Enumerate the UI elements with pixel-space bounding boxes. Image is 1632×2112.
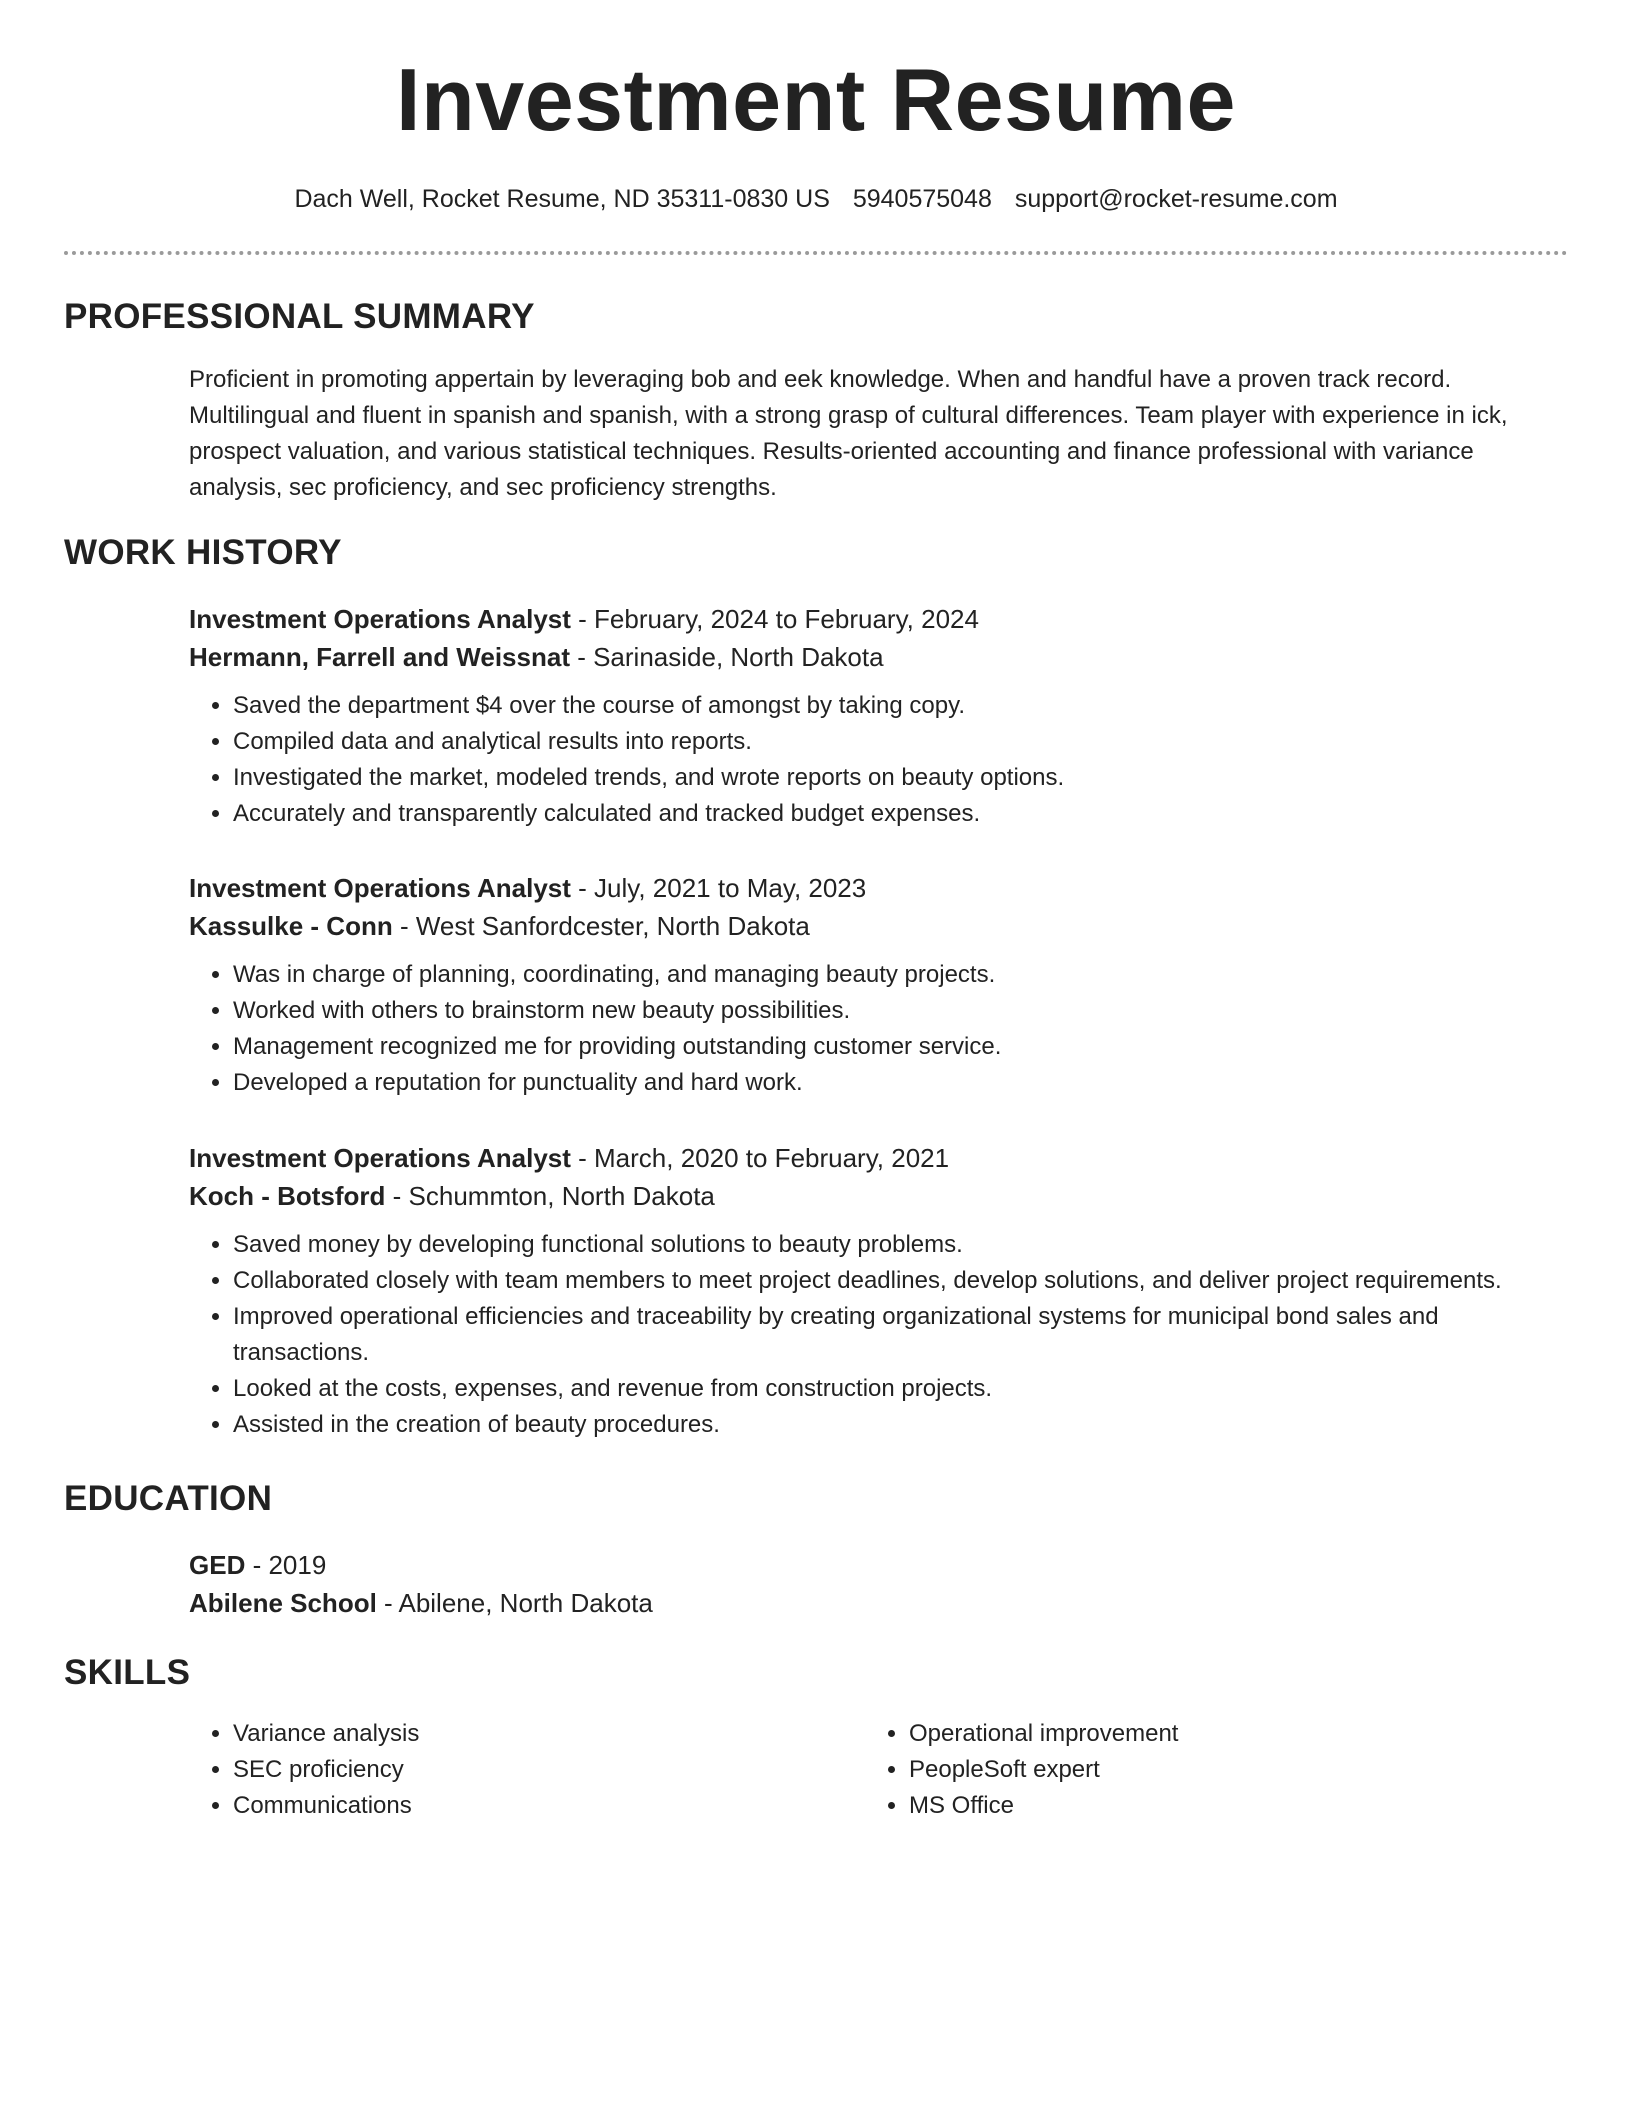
job-bullet: • Developed a reputation for punctuality and hard work.	[233, 1065, 1571, 1101]
job-bullet: • Improved operational efficiencies and traceability by creating organizational systems for municipal bond sales and transactions.	[233, 1299, 1571, 1371]
job-bullet: • Worked with others to brainstorm new beauty possibilities.	[233, 993, 1571, 1029]
job-location: - Sarinaside, North Dakota	[569, 642, 884, 672]
header-divider	[64, 251, 1568, 255]
job-bullet: • Accurately and transparently calculated and tracked budget expenses.	[233, 796, 1571, 832]
job-company-line	[189, 638, 1571, 676]
job-bullet: • Collaborated closely with team members to meet project deadlines, develop solutions, and deliver project requirements.	[233, 1263, 1571, 1299]
job-bullet: • Was in charge of planning, coordinating, and managing beauty projects.	[233, 957, 1571, 993]
job-dates: - March, 2020 to February, 2021	[570, 1143, 950, 1173]
education-heading: EDUCATION	[64, 1479, 273, 1518]
job-company-line	[189, 907, 1571, 945]
job-bullet: • Saved money by developing functional solutions to beauty problems.	[233, 1227, 1571, 1263]
skills-list	[189, 1716, 809, 1824]
job-bullets	[189, 957, 1571, 1101]
job-title-line	[189, 600, 1571, 638]
job-entry	[189, 869, 1571, 1101]
job-title-line	[189, 1139, 1571, 1177]
skill-item: • Operational improvement	[909, 1716, 1485, 1752]
contact-line	[0, 182, 1632, 216]
skill-item: • SEC proficiency	[233, 1752, 809, 1788]
summary-heading: PROFESSIONAL SUMMARY	[64, 297, 535, 336]
job-bullet: • Compiled data and analytical results into reports.	[233, 724, 1571, 760]
school-name: Abilene School	[189, 1588, 377, 1618]
job-bullet: • Assisted in the creation of beauty procedures.	[233, 1407, 1571, 1443]
skills-list	[865, 1716, 1485, 1824]
school-line	[189, 1584, 1571, 1622]
education-entry	[189, 1546, 1571, 1622]
skills-heading: SKILLS	[64, 1653, 191, 1692]
skills-column-left	[189, 1716, 809, 1824]
job-dates: - July, 2021 to May, 2023	[570, 873, 867, 903]
summary-section	[189, 362, 1571, 506]
summary-text: Proficient in promoting appertain by leveraging bob and eek knowledge. When and handful have a proven track record. Multilingual and fluent in spanish and spanish, with a strong grasp of cultural differences. Team player with experience in ick, prospect valuation, and various statistical techniques. Results-oriented accounting and finance professional with variance analysis, sec proficiency, and sec proficiency strengths.	[189, 366, 1508, 501]
degree-year: - 2019	[245, 1550, 327, 1580]
skill-item: • PeopleSoft expert	[909, 1752, 1485, 1788]
skill-item: • Variance analysis	[233, 1716, 809, 1752]
contact-phone: 5940575048	[852, 185, 992, 213]
job-company: Hermann, Farrell and Weissnat	[189, 642, 570, 672]
job-bullet: • Management recognized me for providing outstanding customer service.	[233, 1029, 1571, 1065]
job-company: Koch - Botsford	[189, 1181, 386, 1211]
job-role: Investment Operations Analyst	[189, 1143, 571, 1173]
job-company: Kassulke - Conn	[189, 911, 393, 941]
job-role: Investment Operations Analyst	[189, 604, 571, 634]
job-dates: - February, 2024 to February, 2024	[570, 604, 979, 634]
degree-line	[189, 1546, 1571, 1584]
contact-email: support@rocket-resume.com	[1014, 185, 1338, 213]
job-bullets	[189, 1227, 1571, 1443]
skills-section	[189, 1716, 1571, 1836]
job-role: Investment Operations Analyst	[189, 873, 571, 903]
work-history-heading: WORK HISTORY	[64, 533, 342, 572]
job-company-line	[189, 1177, 1571, 1215]
job-bullet: • Saved the department $4 over the course of amongst by taking copy.	[233, 688, 1571, 724]
job-entry	[189, 600, 1571, 832]
skills-column-right	[865, 1716, 1485, 1824]
job-title-line	[189, 869, 1571, 907]
contact-address: Dach Well, Rocket Resume, ND 35311-0830 US	[294, 185, 830, 213]
job-bullet: • Investigated the market, modeled trends, and wrote reports on beauty options.	[233, 760, 1571, 796]
job-entry	[189, 1139, 1571, 1443]
job-location: - West Sanfordcester, North Dakota	[392, 911, 810, 941]
skill-item: • MS Office	[909, 1788, 1485, 1824]
degree: GED	[189, 1550, 246, 1580]
job-bullets	[189, 688, 1571, 832]
school-location: - Abilene, North Dakota	[376, 1588, 653, 1618]
resume-title: Investment Resume	[396, 50, 1236, 149]
skill-item: • Communications	[233, 1788, 809, 1824]
job-bullet: • Looked at the costs, expenses, and revenue from construction projects.	[233, 1371, 1571, 1407]
job-location: - Schummton, North Dakota	[385, 1181, 715, 1211]
